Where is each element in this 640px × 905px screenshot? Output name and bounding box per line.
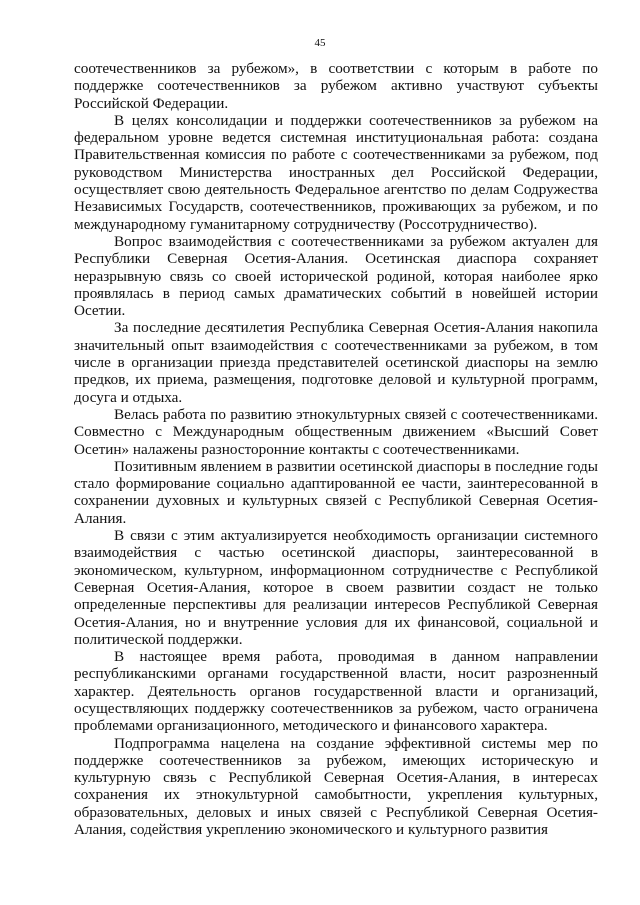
paragraph-2: В целях консолидации и поддержки соотечественников за рубежом на федеральном уровне ведется системная институциональная работа: создана Правительственная комиссия по работе с соотечественниками за рубежом, под руководством Министерства иностранных дел Российской Федерации, осуществляет свою деятельность Федеральное агентство по делам Содружества Независимых Государств, соотечественников, проживающих за рубежом, и по международному гуманитарному сотрудничеству (Россотрудничество). [74,111,598,233]
paragraph-9: Подпрограмма нацелена на создание эффективной системы мер по поддержке соотечественников за рубежом, имеющих историческую и культурную связь с Республикой Северная Осетия-Алания, в интересах сохранения их этнокультурной самобытности, укрепления культурных, образовательных, деловых и иных связей с Республикой Северная Осетия-Алания, содействия укреплению экономического и культурного развития [74,734,598,839]
paragraph-7: В связи с этим актуализируется необходимость организации системного взаимодействия с частью осетинской диаспоры, заинтересованной в экономическом, культурном, информационном сотрудничестве с Республикой Северная Осетия-Алания, которое в своем развитии создаст не только определенные перспективы для реализации интересов Республикой Северная Осетия-Алания, но и внутренние условия для их финансовой, социальной и политической поддержки. [74,527,598,648]
paragraph-3: Вопрос взаимодействия с соотечественниками за рубежом актуален для Республики Северная Осетия-Алания. Осетинская диаспора сохраняет неразрывную связь со своей исторической родиной, которая наиболее ярко проявлялась в период самых драматических событий в новейшей истории Осетии. [74,232,598,320]
paragraph-8: В настоящее время работа, проводимая в данном направлении республиканскими органами государственной власти, носит разрозненный характер. Деятельность органов государственной власти и организаций, осуществляющих поддержку соотечественников за рубежом, часто ограничена проблемами организационного, методического и финансового характера. [74,648,598,735]
paragraph-5: Велась работа по развитию этнокультурных связей с соотечественниками. Совместно с Международным общественным движением «Высший Совет Осетин» налажены разносторонние контакты с соотечественниками. [74,405,598,458]
paragraph-1: соотечественников за рубежом», в соответствии с которым в работе по поддержке соотечественников за рубежом активно участвуют субъекты Российской Федерации. [74,60,598,112]
paragraph-6: Позитивным явлением в развитии осетинской диаспоры в последние годы стало формирование социально адаптированной ее части, заинтересованной в сохранении духовных и культурных связей с Республикой Северная Осетия-Алания. [74,457,598,527]
body-text [74,60,598,838]
paragraph-4: За последние десятилетия Республика Северная Осетия-Алания накопила значительный опыт взаимодействия с соотечественниками за рубежом, в том числе в организации приезда представителей осетинской диаспоры на землю предков, их приема, размещения, подготовке деловой и культурной программ, досуга и отдыха. [74,319,598,406]
page-number: 45 [314,37,326,49]
